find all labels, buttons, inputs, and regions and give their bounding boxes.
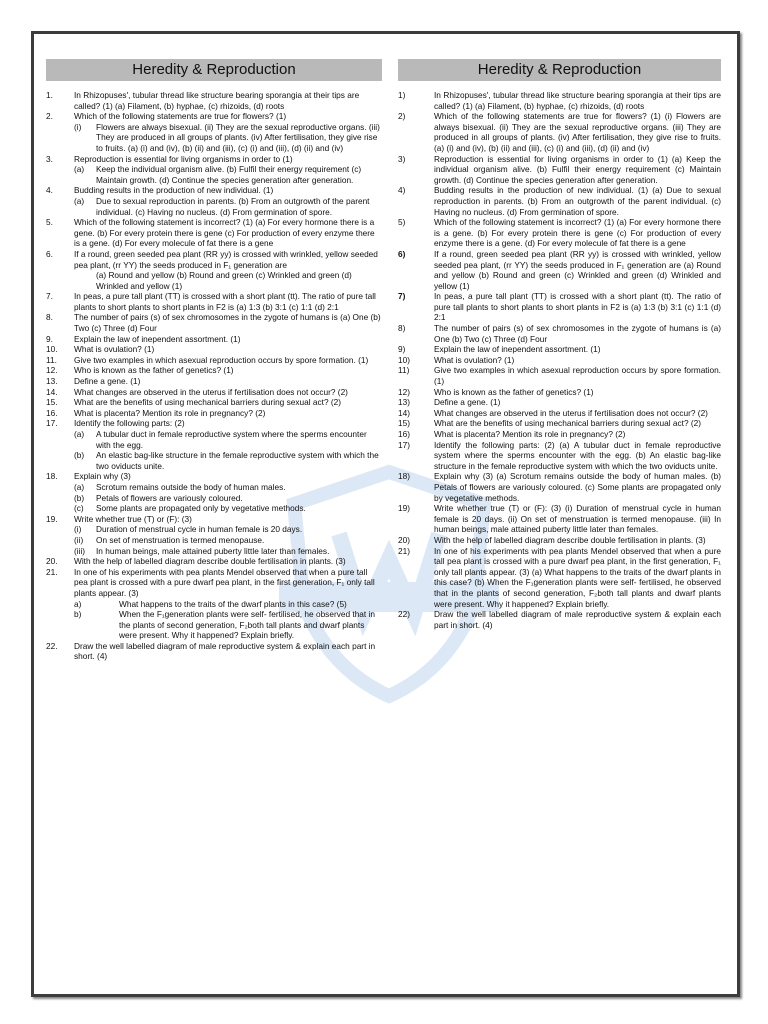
- question-text: What are the benefits of using mechanical barriers during sexual act? (2): [434, 418, 702, 429]
- question-item: [398, 185, 721, 217]
- left-title: Heredity & Reproduction: [46, 59, 382, 81]
- question-body: [74, 344, 382, 355]
- sub-text: An elastic bag-like structure in the female reproductive system with which the two oviducts unite.: [96, 450, 379, 471]
- sub-marker: (b): [74, 492, 85, 503]
- question-text: Explain why (3): [74, 471, 131, 482]
- question-text: Budding results in the production of new individual. (1) (a) Due to sexual reproduction in parents. (b) From an outgrowth of the parent individual. (c) Having no nucleus. (d) From germination of spore.: [434, 185, 721, 217]
- right-title: Heredity & Reproduction: [398, 59, 721, 81]
- question-text: With the help of labelled diagram describe double fertilisation in plants. (3): [434, 534, 706, 545]
- sub-marker: (ii): [74, 534, 84, 545]
- question-number: 18.: [46, 471, 58, 482]
- question-item: [398, 418, 721, 429]
- sub-marker: (a): [74, 481, 85, 492]
- question-body: [434, 408, 721, 419]
- question-number: 13): [398, 397, 410, 408]
- question-text: The number of pairs (s) of sex chromosomes in the zygote of humans is (a) One (b) Two (c) Three (d) Four: [74, 312, 381, 334]
- question-body: [434, 365, 721, 386]
- sub-item: [74, 270, 382, 291]
- question-item: [398, 365, 721, 386]
- question-text: In peas, a pure tall plant (TT) is crossed with a short plant (tt). The ratio of pure tall plants to short plants to short plants in F2 is (a) 1:3 (b) 3:1 (c) 1:1 (d) 2:1: [434, 291, 721, 323]
- question-body: [74, 376, 382, 387]
- sub-text: Keep the individual organism alive. (b) Fulfil their energy requirement (c) Maintain growth. (d) Continue the species generation after generation.: [96, 164, 362, 185]
- question-item: [398, 90, 721, 111]
- question-item: [398, 217, 721, 249]
- question-number: 15): [398, 418, 410, 429]
- question-item: [46, 217, 382, 249]
- question-text: Give two examples in which asexual reproduction occurs by spore formation. (1): [434, 365, 721, 387]
- question-body: [74, 418, 382, 471]
- sub-marker: [74, 270, 96, 291]
- sub-text: Due to sexual reproduction in parents. (b) From an outgrowth of the parent individual. (c) Having no nucleus. (d) From germination of spore.: [96, 195, 370, 217]
- question-number: 14): [398, 407, 410, 418]
- question-number: 20): [398, 534, 410, 545]
- sub-text: Flowers are always bisexual. (ii) They are the sexual reproductive organs. (iii) They are produced in all groups of plants. (iv) After fertilisation, they give rise to fruits. (a) (i) and (iv), (b) (ii) and (iii), (c) (i) and (iii), (d) (ii) and (iv): [96, 121, 380, 153]
- sub-marker: (a): [74, 164, 85, 175]
- question-number: 7): [398, 291, 406, 302]
- question-body: [74, 355, 382, 366]
- sub-marker: (c): [74, 503, 84, 514]
- question-text: Which of the following statements are true for flowers? (1): [74, 111, 287, 122]
- question-number: 3): [398, 153, 406, 164]
- sub-text: Some plants are propagated only by vegetative methods.: [96, 503, 306, 514]
- question-item: [398, 609, 721, 630]
- question-item: [46, 387, 382, 398]
- question-number: 14.: [46, 386, 58, 397]
- question-text: Who is known as the father of genetics? (1): [74, 365, 234, 376]
- question-body: [74, 249, 382, 291]
- question-number: 7.: [46, 291, 53, 302]
- sub-marker: (i): [74, 524, 82, 535]
- question-item: [46, 334, 382, 345]
- question-text: In peas, a pure tall plant (TT) is crossed with a short plant (tt). The ratio of pure tall plants to short plants to short plants in F2 is (a) 1:3 (b) 3:1 (c) 1:1 (d) 2:1: [74, 291, 376, 312]
- sub-text: When the F₁generation plants were self- fertilised, he observed that in the plants of second generation, F₂both tall plants and dwarf plants were present. Why it happened? Explain briefly.: [119, 609, 375, 641]
- question-body: [74, 111, 382, 153]
- question-body: [74, 291, 382, 312]
- question-item: [398, 249, 721, 291]
- question-body: [74, 397, 382, 408]
- question-number: 22.: [46, 640, 58, 651]
- question-text: Identify the following parts: (2) (a) A tubular duct in female reproductive system where the sperms encounter with the egg. (b) An elastic bag-like structure in the female reproductive system with which the two oviducts unite.: [434, 439, 721, 471]
- question-text: Explain the law of inependent assortment. (1): [434, 344, 601, 355]
- question-body: [434, 185, 721, 217]
- question-text: In Rhizopuses', tubular thread like structure bearing sporangia at their tips are called? (1) (a) Filament, (b) hyphae, (c) rhizoids, (d) roots: [74, 90, 360, 111]
- question-body: [434, 291, 721, 323]
- question-text: The number of pairs (s) of sex chromosomes in the zygote of humans is (a) One (b) Two (c) Three (d) Four: [434, 323, 721, 344]
- question-item: [46, 249, 382, 291]
- question-body: [74, 387, 382, 398]
- question-body: [434, 418, 721, 429]
- question-text: In one of his experiments with pea plants Mendel observed that when a pure tall pea plant is crossed with a pure dwarf pea plant, in the first generation, F₁ only tall plants appear. (3): [74, 566, 375, 598]
- sub-text: A tubular duct in female reproductive system where the sperms encounter with the egg.: [96, 429, 367, 450]
- question-number: 12): [398, 386, 410, 397]
- question-number: 16.: [46, 407, 58, 418]
- question-body: [74, 217, 382, 249]
- question-item: [46, 418, 382, 471]
- question-number: 17.: [46, 418, 58, 429]
- question-number: 1.: [46, 90, 53, 100]
- question-item: [398, 111, 721, 153]
- sub-item: [74, 503, 382, 514]
- question-body: [434, 387, 721, 398]
- sub-item: [74, 546, 382, 557]
- question-text: What is placenta? Mention its role in pregnancy? (2): [74, 407, 266, 418]
- question-item: [398, 440, 721, 472]
- sub-item: [74, 535, 382, 546]
- question-item: [46, 355, 382, 366]
- question-number: 19): [398, 503, 410, 514]
- question-body: [74, 471, 382, 513]
- question-body: [74, 567, 382, 641]
- question-number: 1): [398, 90, 406, 100]
- sub-marker: (i): [74, 121, 82, 132]
- question-number: 19.: [46, 513, 58, 524]
- question-text: What is placenta? Mention its role in pregnancy? (2): [434, 429, 626, 439]
- question-item: [398, 429, 721, 440]
- question-body: [434, 535, 721, 546]
- sub-item: [74, 164, 382, 185]
- sub-marker: b): [74, 609, 82, 620]
- question-item: [46, 90, 382, 111]
- question-number: 10): [398, 354, 410, 365]
- question-item: [398, 387, 721, 398]
- question-number: 8.: [46, 312, 53, 323]
- question-item: [46, 154, 382, 186]
- question-item: [46, 514, 382, 556]
- question-item: [398, 355, 721, 366]
- question-body: [434, 609, 721, 630]
- right-question-list: [398, 90, 721, 630]
- question-text: Which of the following statement is incorrect? (1) (a) For every hormone there is a gene. (b) For every protein there is gene (c) For production of every enzyme there is a gene. (d) For every molecule of fat there is a gene: [434, 217, 721, 249]
- question-item: [46, 567, 382, 641]
- question-text: Give two examples in which asexual reproduction occurs by spore formation. (1): [74, 354, 369, 365]
- question-body: [74, 185, 382, 217]
- question-body: [74, 154, 382, 186]
- question-text: Draw the well labelled diagram of male reproductive system & explain each part in short. (4): [74, 640, 376, 662]
- question-text: In Rhizopuses', tubular thread like structure bearing sporangia at their tips are called? (1) (a) Filament, (b) hyphae, (c) rhizoids, (d) roots: [434, 90, 721, 111]
- question-item: [46, 641, 382, 662]
- sub-text: What happens to the traits of the dwarf plants in this case? (5): [119, 598, 347, 609]
- question-item: [46, 344, 382, 355]
- question-text: In one of his experiments with pea plants Mendel observed that when a pure tall pea plant is crossed with a pure dwarf pea plant, in the first generation, F₁ only tall plants appear. (3) (a) What happens to the traits of the dwarf plants in this case? (b) When the F₁generation plants were self- fertilised, he observed that in the plants of second generation, F₂both tall plants and dwarf plants were present. Why it happened? Explain briefly.: [434, 545, 721, 609]
- question-text: Reproduction is essential for living organisms in order to (1) (a) Keep the individual organism alive. (b) Fulfil their energy requirement (c) Maintain growth. (d) Continue the species generation after generation.: [434, 153, 721, 185]
- question-body: [434, 355, 721, 366]
- question-number: 6.: [46, 248, 53, 259]
- question-body: [434, 397, 721, 408]
- question-body: [434, 344, 721, 355]
- question-body: [434, 323, 721, 344]
- question-item: [46, 185, 382, 217]
- question-number: 10.: [46, 344, 58, 355]
- question-number: 12.: [46, 365, 58, 376]
- question-text: Which of the following statements are true for flowers? (1) (i) Flowers are always bisexual. (ii) They are the sexual reproductive organs. (iii) They are produced in all groups of plants. (iv) After fertilisation, they give rise to fruits. (a) (i) and (iv), (b) (ii) and (iii), (c) (i) and (iii), (d) (ii) and (iv): [434, 111, 721, 153]
- sub-text: (a) Round and yellow (b) Round and green (c) Wrinkled and green (d) Wrinkled and yellow (1): [96, 270, 352, 291]
- question-number: 13.: [46, 376, 58, 387]
- question-body: [434, 217, 721, 249]
- right-column: [398, 59, 721, 630]
- question-body: [74, 641, 382, 662]
- question-body: [74, 556, 382, 567]
- question-number: 11): [398, 365, 410, 376]
- question-text: Budding results in the production of new individual. (1): [74, 185, 274, 196]
- question-number: 2.: [46, 111, 53, 122]
- sub-item: [74, 609, 382, 641]
- question-item: [398, 154, 721, 186]
- sub-item: [74, 524, 382, 535]
- question-number: 3.: [46, 153, 53, 164]
- question-body: [434, 429, 721, 440]
- question-number: 11.: [46, 354, 57, 365]
- question-item: [398, 344, 721, 355]
- question-body: [434, 90, 721, 111]
- left-question-list: [46, 90, 382, 662]
- question-body: [74, 334, 382, 345]
- question-number: 21.: [46, 566, 58, 577]
- question-number: 4): [398, 185, 406, 196]
- sub-text: In human beings, male attained puberty little later than females.: [96, 545, 330, 556]
- left-column: [46, 59, 382, 662]
- question-number: 18): [398, 471, 410, 482]
- question-text: Who is known as the father of genetics? (1): [434, 386, 594, 397]
- question-text: If a round, green seeded pea plant (RR yy) is crossed with wrinkled, yellow seeded pea plant, (rr YY) the seeds produced in F₁ generation are: [74, 248, 378, 270]
- question-text: Define a gene. (1): [74, 376, 141, 387]
- sub-text: Petals of flowers are variously coloured.: [96, 492, 243, 503]
- question-item: [398, 471, 721, 503]
- question-text: Explain the law of inependent assortment. (1): [74, 333, 241, 344]
- sub-marker: (a): [74, 429, 85, 439]
- question-text: What changes are observed in the uterus if fertilisation does not occur? (2): [434, 407, 708, 418]
- question-body: [434, 249, 721, 291]
- question-body: [434, 546, 721, 610]
- question-number: 9.: [46, 333, 53, 344]
- question-item: [398, 397, 721, 408]
- question-text: If a round, green seeded pea plant (RR yy) is crossed with wrinkled, yellow seeded pea plant, (rr YY) the seeds produced in F₁ generation are (a) Round and yellow (b) Round and green (c) Wrinkled and green (d) Wrinkled and yellow (1): [434, 248, 721, 291]
- question-number: 8): [398, 323, 406, 334]
- question-number: 16): [398, 429, 410, 439]
- question-text: With the help of labelled diagram describe double fertilisation in plants. (3): [74, 556, 346, 567]
- sub-item: [74, 450, 382, 471]
- question-body: [74, 365, 382, 376]
- question-body: [434, 440, 721, 472]
- question-number: 20.: [46, 556, 58, 567]
- question-number: 22): [398, 609, 410, 620]
- question-text: What is ovulation? (1): [74, 344, 155, 355]
- question-number: 15.: [46, 397, 58, 408]
- question-body: [74, 90, 382, 111]
- question-text: Which of the following statement is incorrect? (1) (a) For every hormone there is a gene. (b) For every protein there is gene (c) For production of every enzyme there is a gene. (d) For every molecule of fat there is a gene: [74, 217, 375, 249]
- question-number: 17): [398, 439, 410, 450]
- question-text: Define a gene. (1): [434, 397, 501, 408]
- question-item: [46, 291, 382, 312]
- question-text: Draw the well labelled diagram of male reproductive system & explain each part in short. (4): [434, 609, 721, 630]
- question-item: [398, 291, 721, 323]
- question-text: Write whether true (T) or (F): (3) (i) Duration of menstrual cycle in human female is 20 days. (ii) On set of menstruation is termed menopause. (iii) In human beings, male attained puberty little later than females.: [434, 503, 721, 535]
- question-item: [398, 408, 721, 419]
- question-item: [46, 556, 382, 567]
- question-body: [74, 408, 382, 419]
- question-item: [398, 535, 721, 546]
- question-item: [46, 365, 382, 376]
- sub-marker: (a): [74, 195, 85, 206]
- question-text: Reproduction is essential for living organisms in order to (1): [74, 153, 293, 164]
- question-item: [398, 323, 721, 344]
- question-number: 2): [398, 111, 406, 122]
- question-number: 9): [398, 344, 406, 355]
- question-number: 5): [398, 217, 406, 228]
- question-item: [46, 376, 382, 387]
- question-body: [74, 514, 382, 556]
- question-item: [46, 312, 382, 333]
- worksheet-page: [31, 31, 740, 997]
- question-body: [434, 111, 721, 153]
- question-number: 6): [398, 248, 406, 259]
- sub-marker: a): [74, 598, 82, 609]
- question-number: 4.: [46, 185, 53, 196]
- sub-text: Scrotum remains outside the body of human males.: [96, 481, 286, 492]
- question-item: [398, 546, 721, 610]
- question-item: [46, 397, 382, 408]
- sub-item: [74, 196, 382, 217]
- question-text: Identify the following parts: (2): [74, 418, 185, 429]
- sub-item: [74, 429, 382, 450]
- sub-text: On set of menstruation is termed menopause.: [96, 534, 265, 545]
- question-text: What changes are observed in the uterus if fertilisation does not occur? (2): [74, 386, 348, 397]
- question-body: [434, 503, 721, 535]
- question-text: What are the benefits of using mechanical barriers during sexual act? (2): [74, 397, 342, 408]
- sub-item: [74, 122, 382, 154]
- question-number: 5.: [46, 217, 53, 228]
- question-body: [434, 471, 721, 503]
- question-body: [74, 312, 382, 333]
- sub-item: [74, 493, 382, 504]
- question-item: [398, 503, 721, 535]
- question-body: [434, 154, 721, 186]
- question-item: [46, 408, 382, 419]
- sub-marker: (b): [74, 450, 85, 461]
- question-text: Explain why (3) (a) Scrotum remains outside the body of human males. (b) Petals of flowers are variously coloured. (c) Some plants are propagated only by vegetative methods.: [434, 471, 721, 503]
- sub-marker: (iii): [74, 545, 86, 556]
- question-item: [46, 111, 382, 153]
- question-item: [46, 471, 382, 513]
- question-number: 21): [398, 545, 410, 556]
- sub-item: [74, 599, 382, 610]
- sub-item: [74, 482, 382, 493]
- question-text: Write whether true (T) or (F): (3): [74, 513, 192, 524]
- sub-text: Duration of menstrual cycle in human female is 20 days.: [96, 524, 303, 535]
- question-text: What is ovulation? (1): [434, 354, 515, 365]
